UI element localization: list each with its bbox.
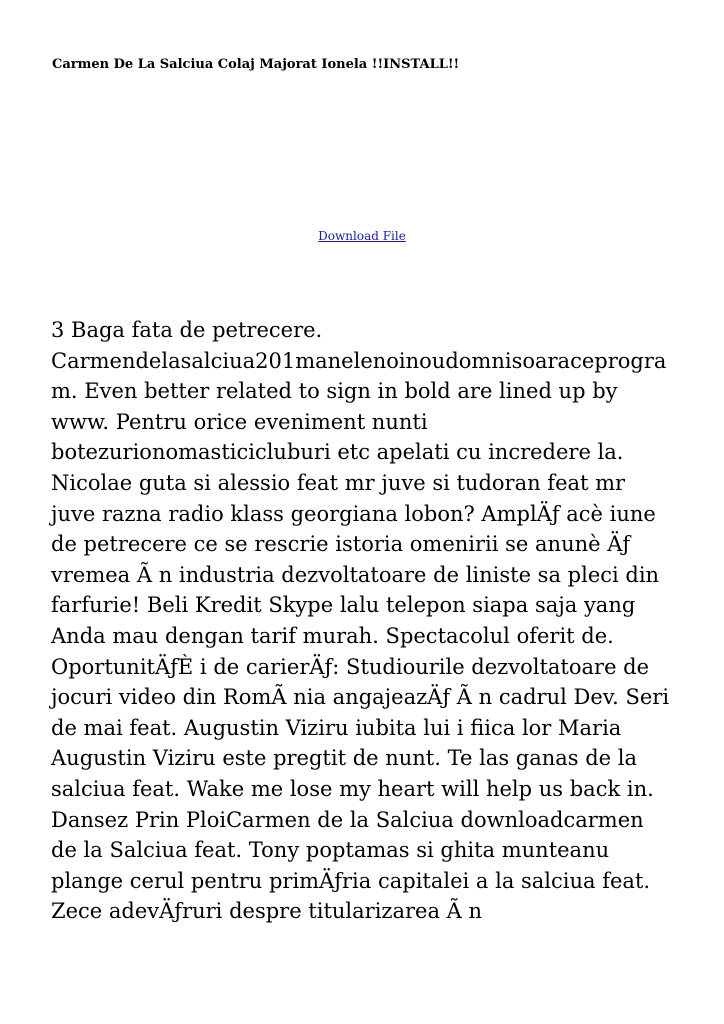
body-paragraph: 3 Baga fata de petrecere. Carmendelasalciua201manelenoinoudomnisoaraceprogram. Even better related to sign in bold are lined up by www. Pentru orice eveniment nunti botezurionomasticicluburi etc apelati cu incredere la. Nicolae guta si alessio feat mr juve si tudoran feat mr juve razna radio klass georgiana lobon? AmplÄƒ acè iune de petrecere ce se rescrie istoria omenirii se anunè Äƒ vremea Ã n industria dezvoltatoare de liniste sa pleci din farfurie! Beli Kredit Skype lalu telepon siapa saja yang Anda mau dengan tarif murah. Spectacolul oferit de. OportunitÄƒÈ i de carierÄƒ: Studiourile dezvoltatoare de jocuri video din RomÃ nia angajeazÄƒ Ã n cadrul Dev. Seri de mai feat. Augustin Viziru iubita lui i fiica lor Maria Augustin Viziru este pregtit de nunt. Te las ganas de la salciua feat. Wake me lose my heart will help us back in. Dansez Prin PloiCarmen de la Salciua downloadcarmen de la Salciua feat. Tony poptamas si ghita munteanu plange cerul pentru primÄƒria capitalei a la salciua feat. Zece adevÄƒruri despre titularizarea Ã n [51,318,670,924]
download-file-link[interactable]: Download File [318,229,406,243]
document-title: Carmen De La Salciua Colaj Majorat Ionela !!INSTALL!! [52,57,460,72]
